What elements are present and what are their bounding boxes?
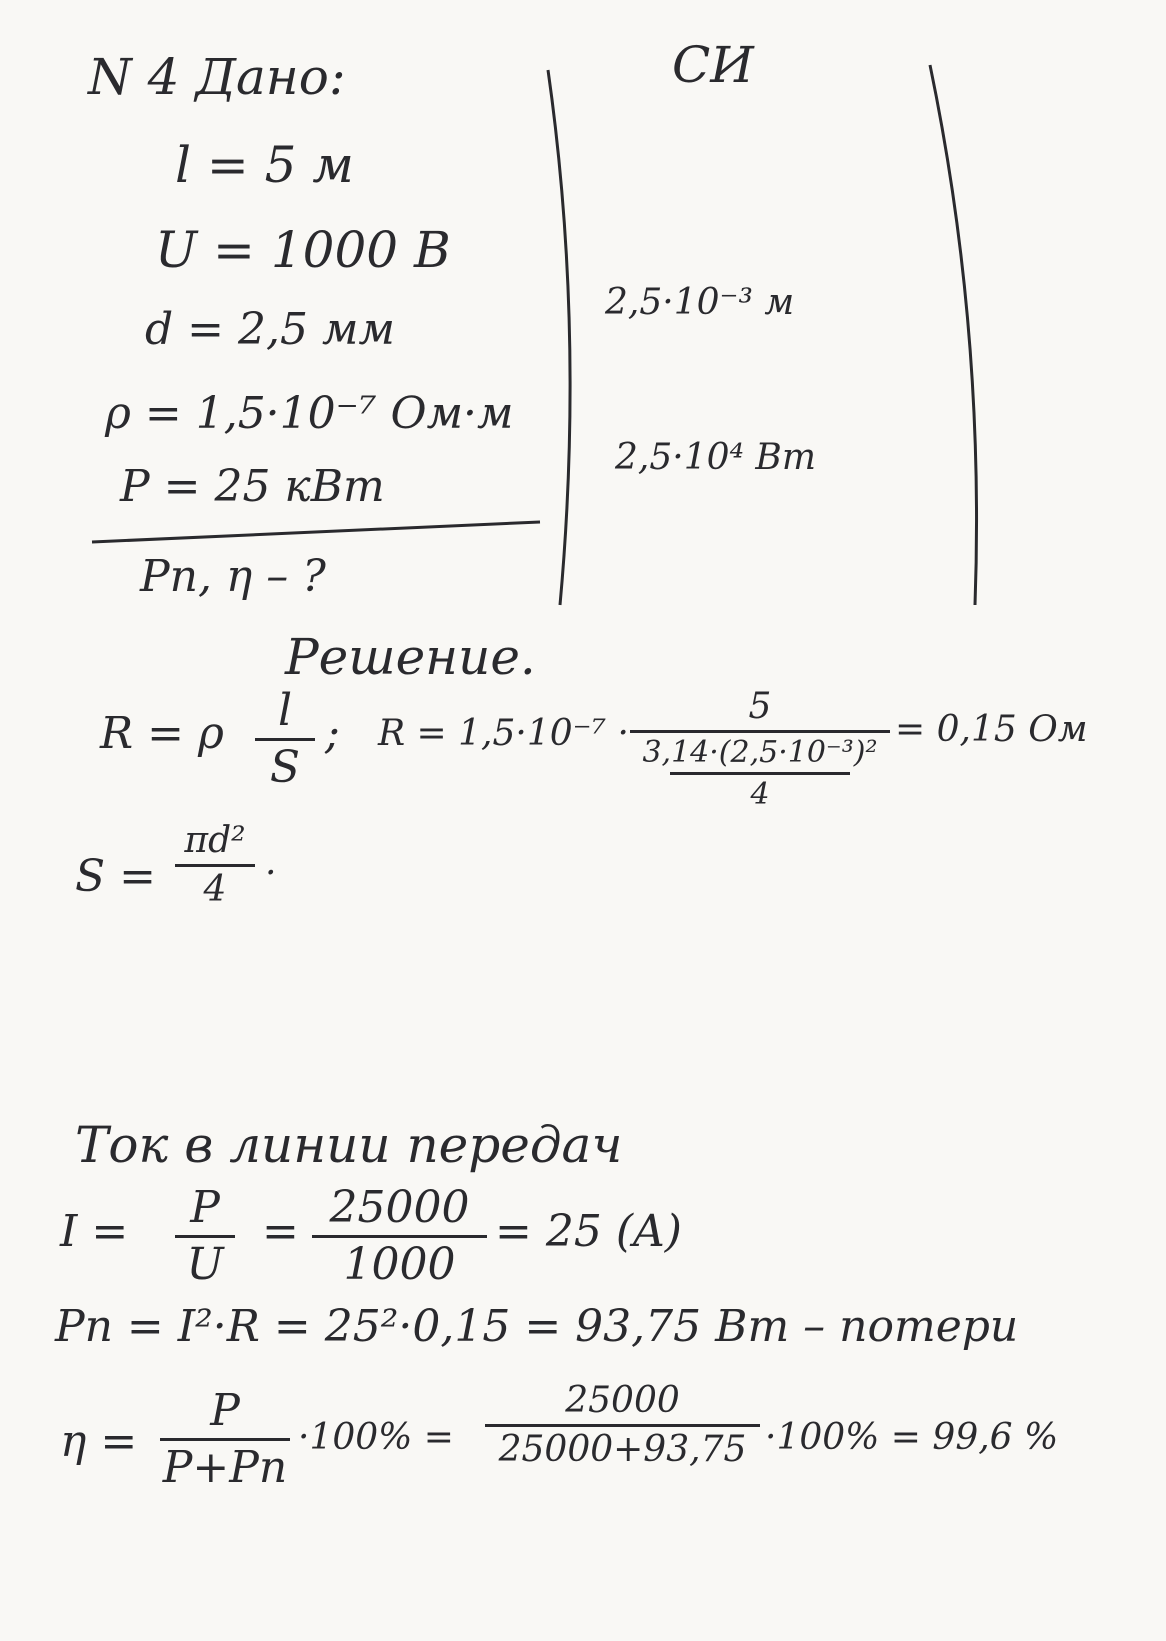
efficiency-fraction-2 bbox=[485, 1382, 760, 1469]
si-left-bracket bbox=[548, 70, 570, 605]
given-voltage: U = 1000 В bbox=[155, 221, 451, 279]
area-formula-numerator: πd² bbox=[184, 820, 246, 861]
current-fraction-2-numerator: 25000 bbox=[329, 1182, 470, 1233]
current-fraction-1-numerator: P bbox=[190, 1182, 220, 1233]
fraction-bar bbox=[175, 864, 255, 867]
area-formula-denominator: 4 bbox=[203, 868, 227, 910]
area-formula-dot: . bbox=[265, 842, 277, 883]
current-fraction-1 bbox=[175, 1182, 235, 1291]
given-length: l = 5 м bbox=[175, 136, 354, 194]
fraction-bar bbox=[175, 1235, 235, 1238]
current-fraction-1-denominator: U bbox=[186, 1239, 224, 1291]
current-heading: Ток в линии передач bbox=[75, 1116, 623, 1174]
resistance-formula-lhs: R = ρ bbox=[100, 708, 224, 759]
solution-heading: Решение. bbox=[285, 628, 536, 686]
si-diameter-value: 2,5·10⁻³ м bbox=[605, 282, 795, 323]
current-result: = 25 (A) bbox=[495, 1206, 682, 1257]
given-find: Pп, η – ? bbox=[140, 551, 326, 602]
efficiency-fraction-1-denominator: P+Pп bbox=[162, 1442, 288, 1494]
losses-line: Pп = I²·R = 25²·0,15 = 93,75 Вт – потери bbox=[55, 1301, 1019, 1352]
efficiency-result: ·100% = 99,6 % bbox=[765, 1417, 1059, 1458]
resistance-formula-fraction bbox=[255, 685, 315, 794]
fraction-bar bbox=[670, 772, 850, 775]
given-diameter: d = 2,5 мм bbox=[145, 304, 395, 355]
si-heading: СИ bbox=[672, 36, 754, 94]
area-formula-lhs: S = bbox=[75, 851, 156, 902]
resistance-calc-denominator-top: 3,14·(2,5·10⁻³)² bbox=[642, 734, 878, 770]
given-heading: N 4 Дано: bbox=[88, 48, 346, 106]
efficiency-fraction-1-numerator: P bbox=[210, 1385, 240, 1436]
resistance-calc-denominator-bottom: 4 bbox=[750, 777, 770, 813]
fraction-bar bbox=[160, 1438, 290, 1441]
current-fraction-2 bbox=[312, 1182, 487, 1291]
si-power-value: 2,5·10⁴ Вт bbox=[615, 437, 816, 478]
resistance-result: = 0,15 Ом bbox=[895, 709, 1088, 750]
given-resistivity: ρ = 1,5·10⁻⁷ Ом·м bbox=[105, 388, 514, 439]
current-fraction-2-denominator: 1000 bbox=[343, 1239, 456, 1291]
si-right-bracket bbox=[930, 65, 977, 605]
fraction-bar bbox=[630, 730, 890, 733]
efficiency-fraction-2-numerator: 25000 bbox=[565, 1380, 680, 1421]
efficiency-lhs: η = bbox=[60, 1416, 138, 1467]
area-formula-fraction bbox=[175, 822, 255, 909]
resistance-calc-numerator: 5 bbox=[748, 686, 772, 727]
fraction-bar bbox=[312, 1235, 487, 1238]
fraction-bar bbox=[255, 738, 315, 741]
efficiency-middle: ·100% = bbox=[298, 1417, 454, 1458]
efficiency-fraction-1 bbox=[160, 1385, 290, 1494]
resistance-formula-separator: ; bbox=[325, 708, 340, 759]
resistance-formula-denominator: S bbox=[269, 742, 301, 794]
current-equals: = bbox=[262, 1206, 299, 1257]
efficiency-fraction-2-denominator: 25000+93,75 bbox=[498, 1428, 747, 1470]
resistance-calc-lhs: R = 1,5·10⁻⁷ · bbox=[378, 713, 629, 754]
current-lhs: I = bbox=[60, 1206, 129, 1257]
fraction-bar bbox=[485, 1424, 760, 1427]
given-find-divider bbox=[92, 522, 540, 542]
resistance-formula-numerator: l bbox=[277, 685, 293, 736]
resistance-calc-fraction bbox=[630, 688, 890, 811]
given-power: P = 25 кВт bbox=[120, 461, 385, 512]
